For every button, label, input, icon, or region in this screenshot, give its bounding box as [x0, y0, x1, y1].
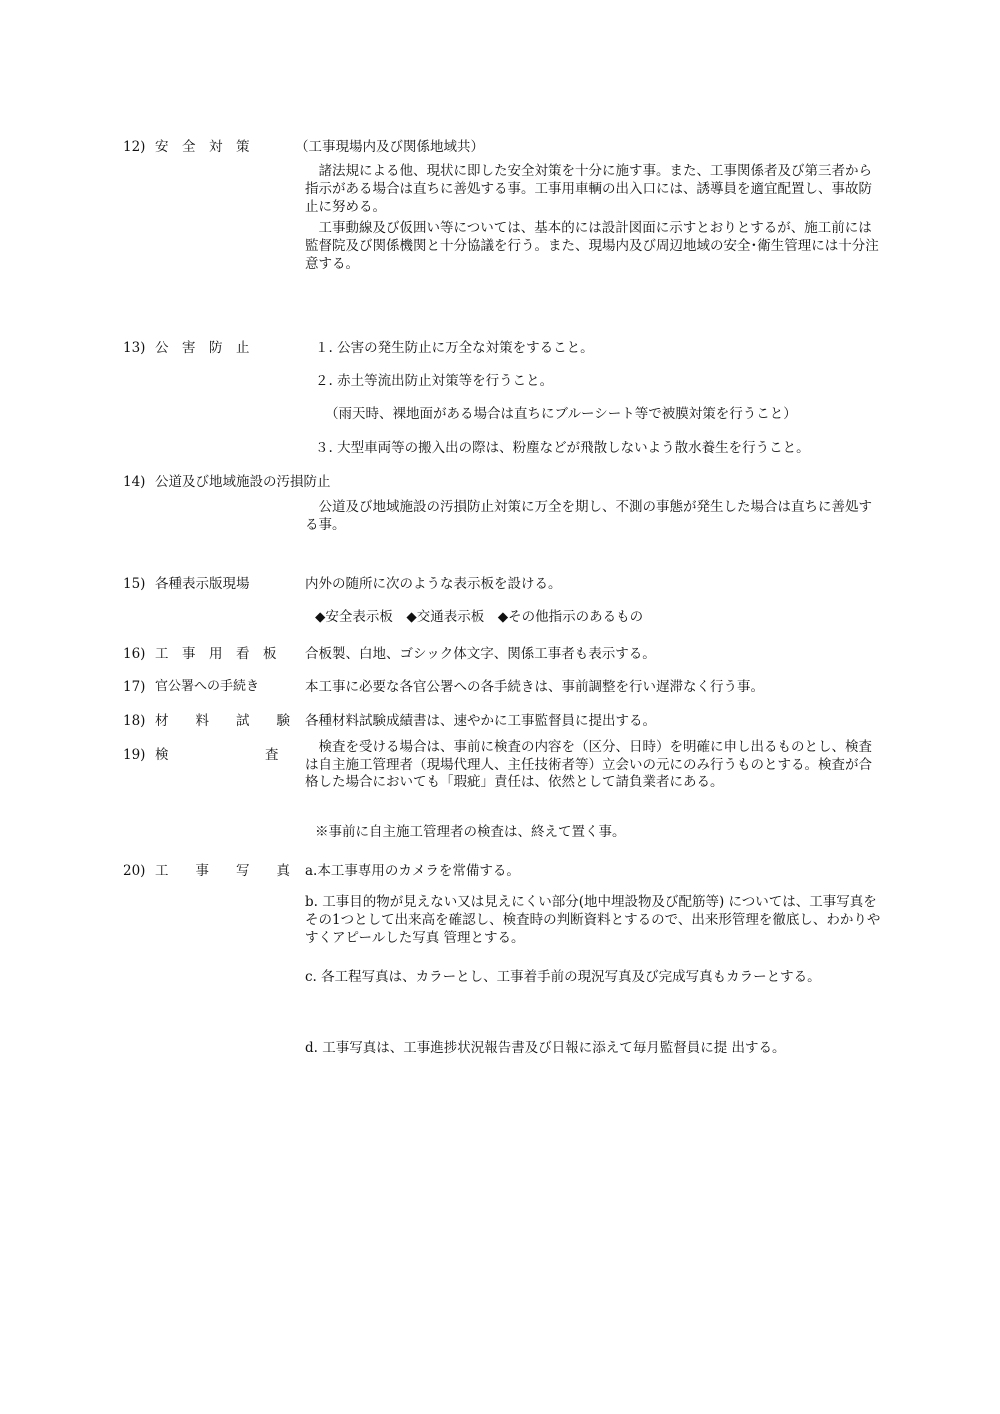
section-20-number: 20)	[123, 863, 146, 879]
section-16-heading: 工 事 用 看 板	[155, 646, 277, 662]
section-20-item-d: d. 工事写真は、工事進捗状況報告書及び日報に添えて毎月監督員に提 出する。	[305, 1040, 786, 1056]
section-13-heading: 公 害 防 止	[155, 340, 250, 356]
section-12-paragraph-1: 諸法規による他、現状に即した安全対策を十分に施す事。また、工事関係者及び第三者から指示がある場合は直ちに善処する事。工事用車輌の出入口には、誘導員を適宜配置し、事故防止に努める。	[305, 163, 872, 215]
section-12-paragraph-2: 工事動線及び仮囲い等については、基本的には設計図面に示すとおりとするが、施工前には監督院及び関係機関と十分協議を行う。また、現場内及び周辺地域の安全･衛生管理には十分注意する。	[305, 220, 879, 272]
section-12-heading: 安 全 対 策	[155, 139, 250, 155]
section-13-item-2: ２. 赤土等流出防止対策等を行うこと。	[315, 373, 554, 389]
section-15-number: 15)	[123, 576, 146, 592]
section-14-number: 14)	[123, 474, 146, 490]
section-20-item-c: c. 各工程写真は、カラーとし、工事着手前の現況写真及び完成写真もカラーとする。	[305, 969, 821, 985]
section-15-heading: 各種表示版現場	[155, 576, 250, 592]
section-20-heading: 工 事 写 真	[155, 863, 290, 879]
section-12-number: 12)	[123, 139, 146, 155]
section-20-item-a: a.本工事専用のカメラを常備する。	[305, 863, 520, 879]
section-13-item-3: ３. 大型車両等の搬入出の際は、粉塵などが飛散しないよう散水養生を行うこと。	[315, 440, 810, 456]
section-19-number: 19)	[123, 747, 146, 763]
section-13-item-2-note: （雨天時、裸地面がある場合は直ちにブルーシート等で被膜対策を行うこと）	[325, 406, 797, 422]
section-20-item-b: b. 工事目的物が見えない又は見えにくい部分(地中埋設物及び配筋等) については、工事写真をその1つとして出来高を確認し、検査時の判断資料とするので、出来形管理を徹底し、わかりやすくアピールした写真 管理とする。	[305, 894, 881, 946]
section-19-paragraph: 検査を受ける場合は、事前に検査の内容を（区分、日時）を明確に申し出るものとし、検査は自主施工管理者（現場代理人、主任技術者等）立会いの元にのみ行うものとする。検査が合格した場合においても「瑕疵」責任は、依然として請負業者にある。	[305, 739, 872, 790]
section-12-subheading: （工事現場内及び関係地域共）	[295, 139, 484, 155]
section-16-text: 合板製、白地、ゴシック体文字、関係工事者も表示する。	[305, 646, 656, 662]
section-19-heading-first: 検	[155, 747, 169, 763]
section-18-number: 18)	[123, 713, 146, 729]
section-17-text: 本工事に必要な各官公署への各手続きは、事前調整を行い遅滞なく行う事。	[305, 679, 764, 695]
section-15-items: ◆安全表示板 ◆交通表示板 ◆その他指示のあるもの	[315, 609, 644, 625]
section-18-text: 各種材料試験成績書は、速やかに工事監督員に提出する。	[305, 713, 656, 729]
section-18-heading: 材 料 試 験	[155, 713, 290, 729]
section-19-heading-last: 査	[265, 747, 279, 763]
section-17-heading: 官公署への手続き	[155, 679, 260, 694]
section-14-heading: 公道及び地域施設の汚損防止	[155, 474, 331, 490]
section-15-line: 内外の随所に次のような表示板を設ける。	[305, 576, 562, 592]
section-16-number: 16)	[123, 646, 146, 662]
section-14-paragraph: 公道及び地域施設の汚損防止対策に万全を期し、不測の事態が発生した場合は直ちに善処する事。	[305, 499, 872, 533]
section-13-number: 13)	[123, 340, 146, 356]
section-19-note: ※事前に自主施工管理者の検査は、終えて置く事。	[315, 824, 626, 840]
section-13-item-1: １. 公害の発生防止に万全な対策をすること。	[315, 340, 594, 356]
section-17-number: 17)	[123, 679, 146, 695]
